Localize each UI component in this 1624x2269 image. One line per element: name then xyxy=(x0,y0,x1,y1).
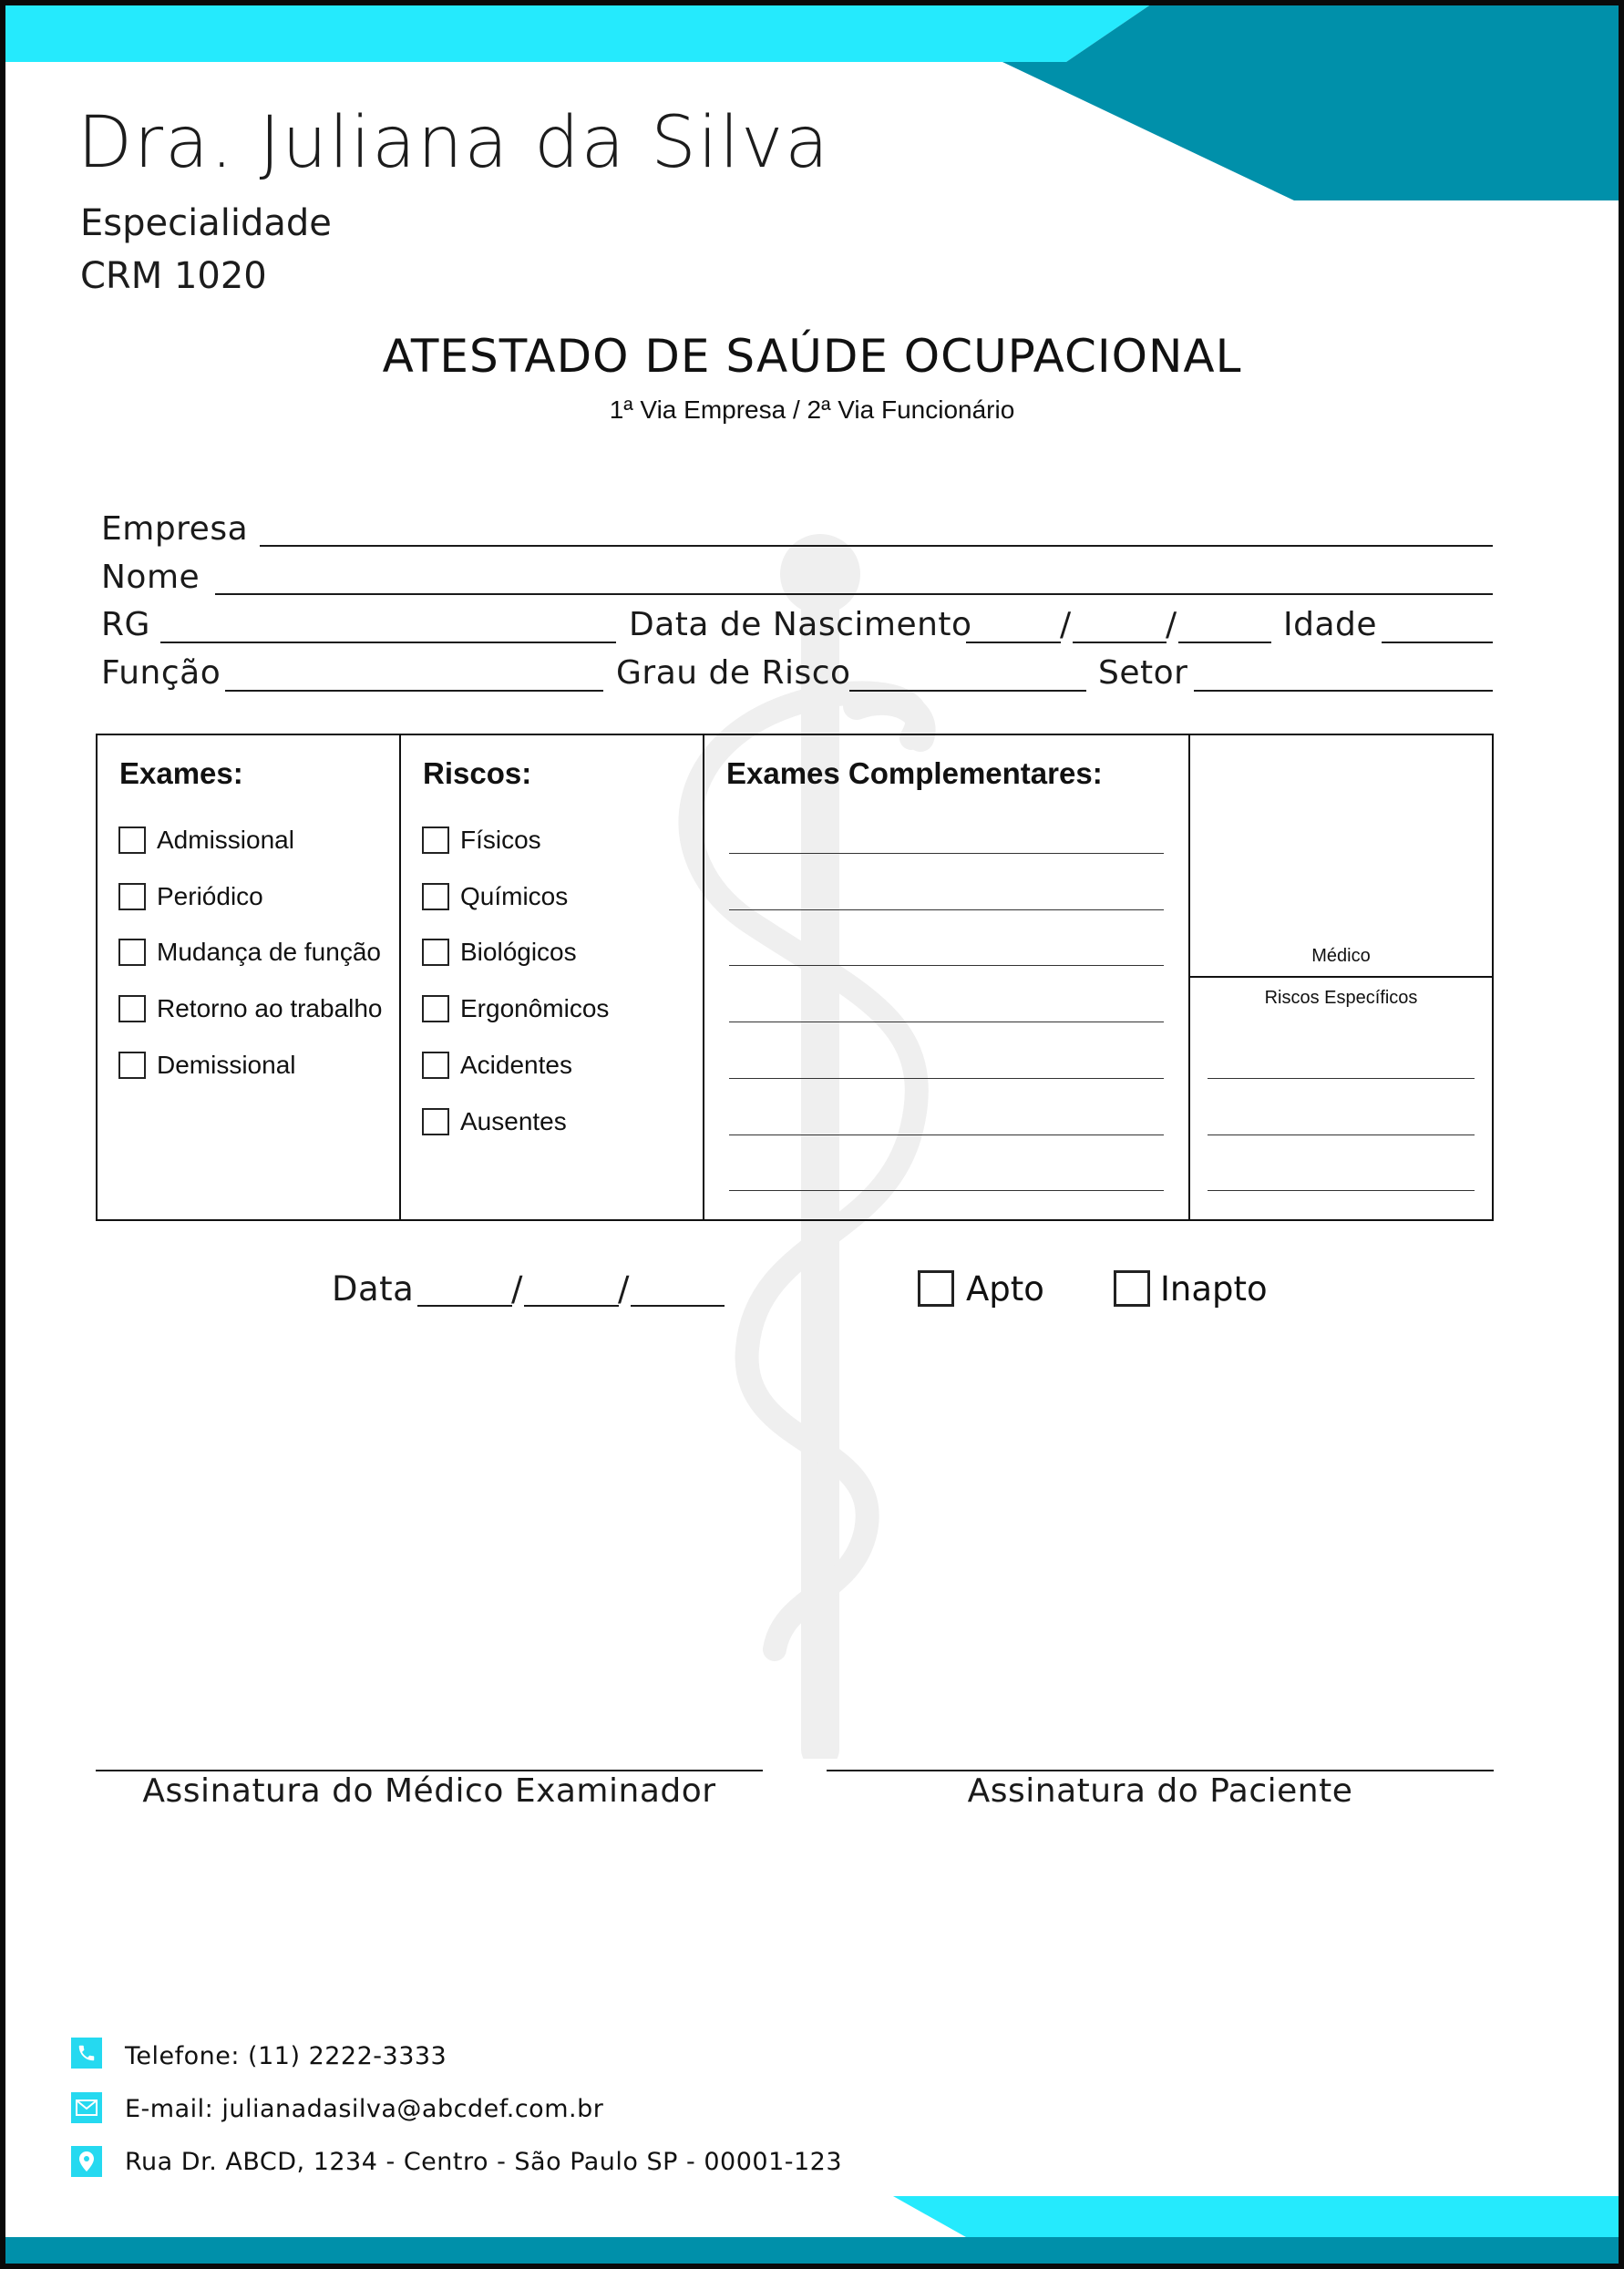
field-grau-risco-label: Grau de Risco xyxy=(616,654,851,692)
field-funcao-line[interactable] xyxy=(225,690,603,692)
checkbox[interactable] xyxy=(422,1052,449,1079)
checkbox[interactable] xyxy=(422,939,449,966)
result-data-label: Data xyxy=(332,1269,415,1309)
complementares-box xyxy=(703,734,1190,1221)
apto-label: Apto xyxy=(966,1269,1044,1309)
location-pin-icon xyxy=(71,2146,102,2177)
field-nome-label: Nome xyxy=(101,559,200,596)
checklist-item-label: Acidentes xyxy=(460,1050,572,1079)
checkbox[interactable] xyxy=(422,883,449,910)
doctor-specialty: Especialidade xyxy=(80,202,332,244)
field-rg-line[interactable] xyxy=(160,642,616,643)
checklist-item[interactable] xyxy=(422,1051,572,1080)
doctor-crm: CRM 1020 xyxy=(80,255,267,297)
field-setor-line[interactable] xyxy=(1194,690,1493,692)
riscos-especificos-line[interactable] xyxy=(1208,1078,1475,1079)
checklist-item-label: Demissional xyxy=(157,1050,296,1079)
checklist-item[interactable] xyxy=(118,938,381,967)
date-separator: / xyxy=(1166,606,1177,643)
checklist-item[interactable] xyxy=(422,826,541,855)
checkbox[interactable] xyxy=(118,883,146,910)
field-setor-label: Setor xyxy=(1098,654,1188,692)
contact-endereco: Rua Dr. ABCD, 1234 - Centro - São Paulo SP - 00001-123 xyxy=(125,2148,843,2176)
field-grau-risco-line[interactable] xyxy=(849,690,1086,692)
apto-checkbox[interactable] xyxy=(918,1270,954,1307)
inapto-label: Inapto xyxy=(1160,1269,1268,1309)
document-title: ATESTADO DE SAÚDE OCUPACIONAL xyxy=(382,330,1242,383)
date-separator: / xyxy=(618,1269,630,1309)
field-empresa-line[interactable] xyxy=(260,545,1493,547)
field-nome-line[interactable] xyxy=(215,593,1493,595)
checklist-item[interactable] xyxy=(118,882,263,911)
checkbox[interactable] xyxy=(118,826,146,854)
checklist-item[interactable] xyxy=(118,1051,296,1080)
field-idade-line[interactable] xyxy=(1382,642,1493,643)
complementares-line[interactable] xyxy=(729,965,1164,966)
riscos-especificos-box xyxy=(1188,976,1494,1221)
medico-label: Médico xyxy=(1311,946,1371,966)
complementares-title: Exames Complementares: xyxy=(726,756,1103,790)
riscos-especificos-label: Riscos Específicos xyxy=(1264,988,1418,1008)
checklist-item[interactable] xyxy=(118,826,294,855)
signature-paciente-line[interactable] xyxy=(827,1770,1494,1771)
checkbox[interactable] xyxy=(118,939,146,966)
complementares-line[interactable] xyxy=(729,1190,1164,1191)
checklist-item[interactable] xyxy=(422,938,577,967)
checklist-item[interactable] xyxy=(422,994,609,1023)
field-idade-label: Idade xyxy=(1283,606,1378,643)
checklist-item[interactable] xyxy=(422,1107,567,1136)
checkbox[interactable] xyxy=(118,1052,146,1079)
date-separator: / xyxy=(511,1269,523,1309)
result-day-line[interactable] xyxy=(417,1305,512,1307)
complementares-line[interactable] xyxy=(729,853,1164,854)
field-nascimento-year-line[interactable] xyxy=(1178,642,1271,643)
phone-icon xyxy=(71,2038,102,2069)
complementares-line[interactable] xyxy=(729,909,1164,910)
riscos-especificos-line[interactable] xyxy=(1208,1190,1475,1191)
exames-title: Exames: xyxy=(119,756,243,790)
checklist-item-label: Admissional xyxy=(157,826,294,854)
riscos-box xyxy=(399,734,704,1221)
riscos-especificos-line[interactable] xyxy=(1208,1134,1475,1135)
medico-box xyxy=(1188,734,1494,978)
checklist-item-label: Retorno ao trabalho xyxy=(157,994,383,1023)
checkbox[interactable] xyxy=(118,995,146,1022)
contact-telefone: Telefone: (11) 2222-3333 xyxy=(125,2042,447,2070)
field-empresa-label: Empresa xyxy=(101,510,249,548)
checklist-item-label: Biológicos xyxy=(460,938,577,967)
signature-paciente-label: Assinatura do Paciente xyxy=(967,1772,1353,1810)
mail-icon xyxy=(71,2092,102,2123)
checkbox[interactable] xyxy=(422,1108,449,1135)
result-year-line[interactable] xyxy=(631,1305,725,1307)
checklist-item[interactable] xyxy=(422,882,568,911)
result-month-line[interactable] xyxy=(524,1305,619,1307)
signature-medico-line[interactable] xyxy=(96,1770,763,1771)
checkbox[interactable] xyxy=(422,826,449,854)
riscos-title: Riscos: xyxy=(423,756,532,790)
doctor-name: Dra. Juliana da Silva xyxy=(77,102,831,184)
complementares-line[interactable] xyxy=(729,1134,1164,1135)
field-funcao-label: Função xyxy=(101,654,221,692)
exames-box xyxy=(96,734,401,1221)
field-nascimento-day-line[interactable] xyxy=(966,642,1061,643)
document-subtitle: 1ª Via Empresa / 2ª Via Funcionário xyxy=(609,395,1015,424)
checklist-item-label: Físicos xyxy=(460,826,541,854)
checklist-item[interactable] xyxy=(118,994,383,1023)
field-nascimento-month-line[interactable] xyxy=(1073,642,1167,643)
checklist-item-label: Ausentes xyxy=(460,1106,567,1135)
checklist-item-label: Químicos xyxy=(460,881,569,910)
complementares-line[interactable] xyxy=(729,1078,1164,1079)
contact-email[interactable]: E-mail: julianadasilva@abcdef.com.br xyxy=(125,2095,604,2123)
checklist-item-label: Ergonômicos xyxy=(460,994,610,1023)
field-rg-label: RG xyxy=(101,606,150,643)
signature-medico-label: Assinatura do Médico Examinador xyxy=(142,1772,716,1810)
inapto-checkbox[interactable] xyxy=(1114,1270,1150,1307)
date-separator: / xyxy=(1060,606,1072,643)
checklist-item-label: Mudança de função xyxy=(157,938,381,967)
checklist-item-label: Periódico xyxy=(157,881,263,910)
field-nascimento-label: Data de Nascimento xyxy=(629,606,972,643)
checkbox[interactable] xyxy=(422,995,449,1022)
